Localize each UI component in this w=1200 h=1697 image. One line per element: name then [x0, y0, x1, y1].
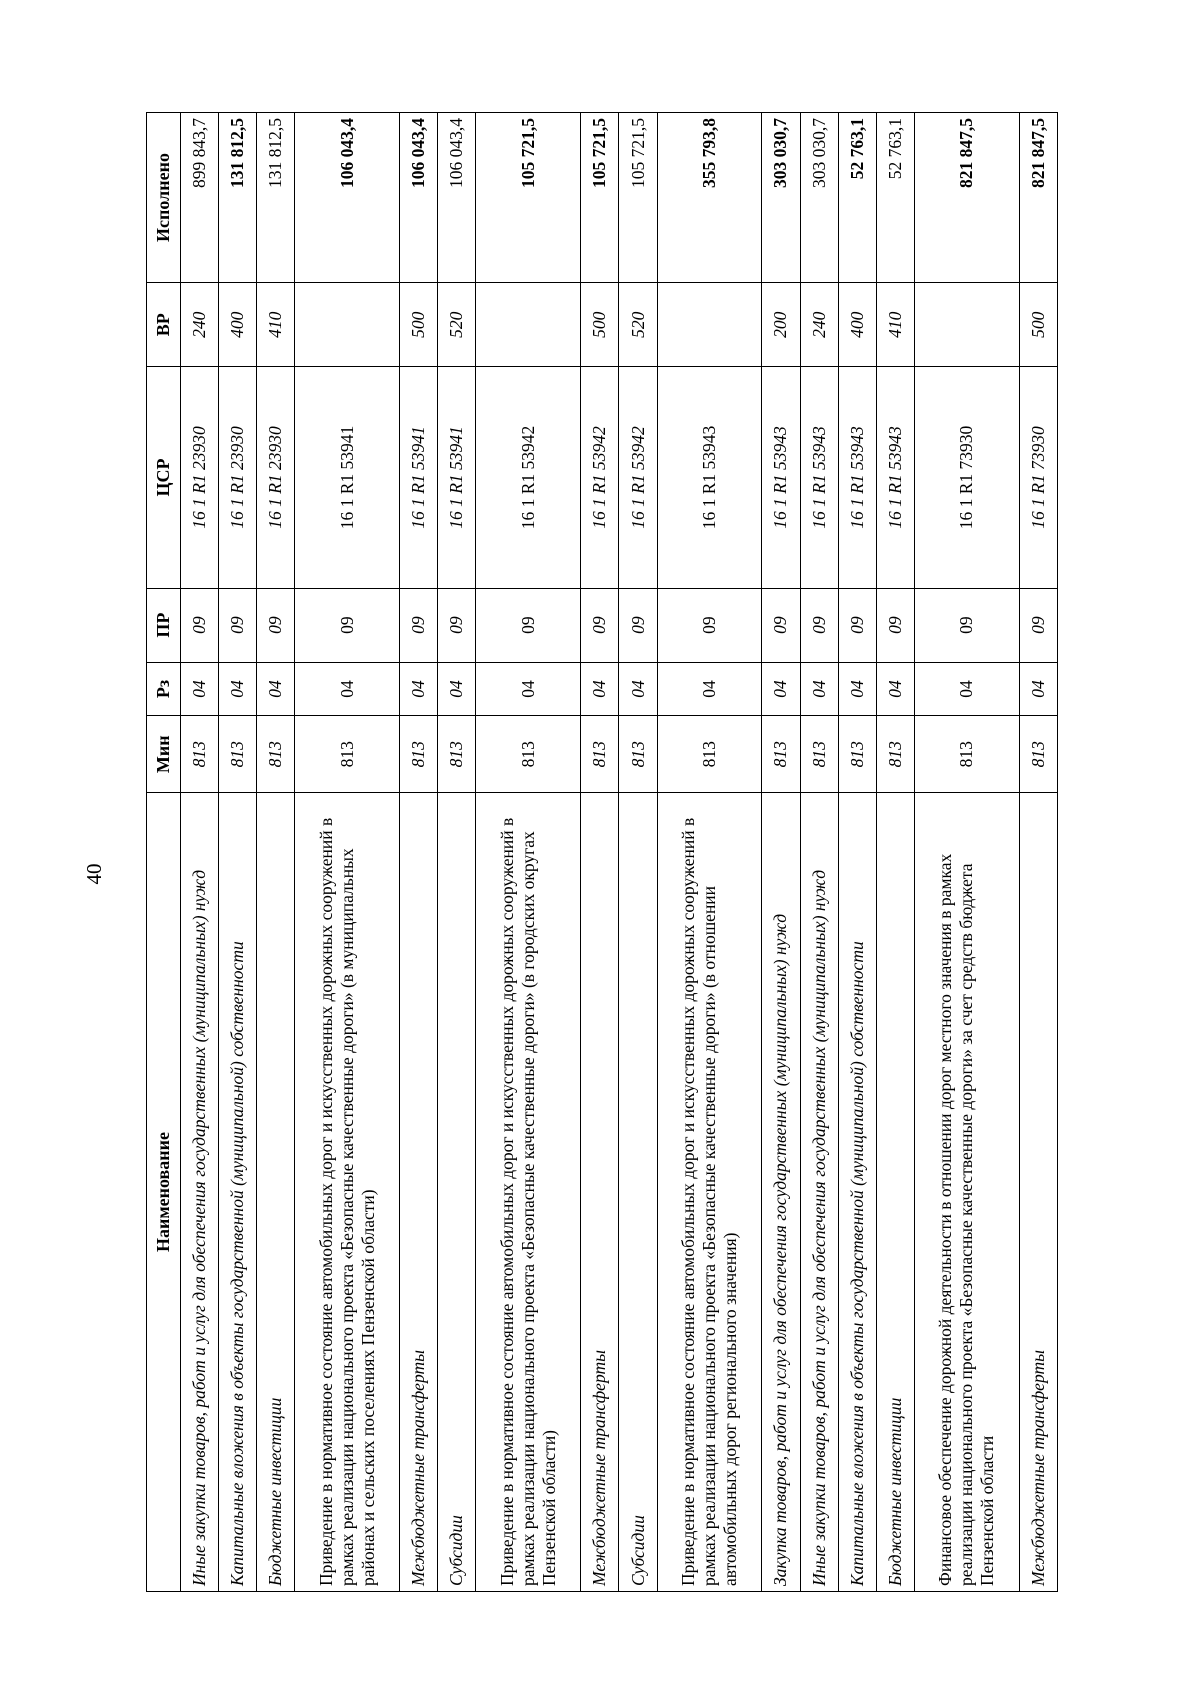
cell-vr: 410	[876, 283, 914, 367]
cell-csr: 16 1 R1 53943	[876, 367, 914, 588]
cell-name: Финансовое обеспечение дорожной деятельности в отношении дорог местного значения в рамках реализации национального проекта «Безопасные качественные дороги» за счет средств бюджета Пензенской области	[914, 793, 1019, 1592]
cell-rz: 04	[181, 662, 219, 716]
cell-csr: 16 1 R1 23930	[219, 367, 257, 588]
header-name: Наименование	[147, 793, 181, 1592]
cell-pr: 09	[838, 588, 876, 662]
cell-vr: 240	[800, 283, 838, 367]
cell-min: 813	[876, 716, 914, 793]
cell-amount: 899 843,7	[181, 113, 219, 283]
header-vr: ВР	[147, 283, 181, 367]
table-row	[876, 113, 914, 1592]
cell-name: Субсидии	[438, 793, 476, 1592]
cell-amount: 821 847,5	[1019, 113, 1057, 283]
cell-csr: 16 1 R1 23930	[181, 367, 219, 588]
cell-name: Бюджетные инвестиции	[876, 793, 914, 1592]
cell-rz: 04	[619, 662, 657, 716]
cell-pr: 09	[438, 588, 476, 662]
cell-pr: 09	[1019, 588, 1057, 662]
cell-name: Иные закупки товаров, работ и услуг для обеспечения государственных (муниципальных) нужд	[181, 793, 219, 1592]
cell-vr: 520	[619, 283, 657, 367]
table-row	[1019, 113, 1057, 1592]
cell-amount: 106 043,4	[400, 113, 438, 283]
cell-name: Закупка товаров, работ и услуг для обеспечения государственных (муниципальных) нужд	[762, 793, 800, 1592]
cell-min: 813	[800, 716, 838, 793]
cell-pr: 09	[657, 588, 762, 662]
cell-min: 813	[438, 716, 476, 793]
cell-min: 813	[619, 716, 657, 793]
cell-pr: 09	[876, 588, 914, 662]
cell-min: 813	[295, 716, 400, 793]
table-row	[619, 113, 657, 1592]
cell-vr: 520	[438, 283, 476, 367]
cell-amount: 131 812,5	[219, 113, 257, 283]
cell-rz: 04	[438, 662, 476, 716]
budget-execution-table	[146, 112, 1058, 1592]
cell-min: 813	[400, 716, 438, 793]
cell-min: 813	[762, 716, 800, 793]
cell-csr: 16 1 R1 53943	[657, 367, 762, 588]
cell-rz: 04	[1019, 662, 1057, 716]
header-min: Мин	[147, 716, 181, 793]
cell-rz: 04	[400, 662, 438, 716]
cell-name: Иные закупки товаров, работ и услуг для обеспечения государственных (муниципальных) нужд	[800, 793, 838, 1592]
cell-min: 813	[657, 716, 762, 793]
cell-vr	[476, 283, 581, 367]
table-row	[400, 113, 438, 1592]
cell-min: 813	[914, 716, 1019, 793]
table-row	[476, 113, 581, 1592]
cell-csr: 16 1 R1 73930	[1019, 367, 1057, 588]
cell-name: Капитальные вложения в объекты государственной (муниципальной) собственности	[219, 793, 257, 1592]
table-header-row	[147, 113, 181, 1592]
cell-rz: 04	[762, 662, 800, 716]
cell-amount: 131 812,5	[257, 113, 295, 283]
table-row	[657, 113, 762, 1592]
header-csr: ЦСР	[147, 367, 181, 588]
cell-name: Капитальные вложения в объекты государственной (муниципальной) собственности	[838, 793, 876, 1592]
cell-pr: 09	[400, 588, 438, 662]
cell-name: Приведение в нормативное состояние автомобильных дорог и искусственных дорожных сооружений в рамках реализации национального проекта «Безопасные качественные дороги» (в муниципальных районах и сельских поселениях Пензенской области)	[295, 793, 400, 1592]
cell-vr: 500	[581, 283, 619, 367]
cell-name: Приведение в нормативное состояние автомобильных дорог и искусственных дорожных сооружений в рамках реализации национального проекта «Безопасные качественные дороги» (в городских округах Пензенской области)	[476, 793, 581, 1592]
cell-amount: 105 721,5	[581, 113, 619, 283]
rotated-table-container	[146, 112, 1058, 1592]
cell-pr: 09	[219, 588, 257, 662]
cell-min: 813	[181, 716, 219, 793]
table-row	[181, 113, 219, 1592]
cell-vr	[657, 283, 762, 367]
cell-csr: 16 1 R1 53943	[800, 367, 838, 588]
table-row	[438, 113, 476, 1592]
cell-vr: 500	[400, 283, 438, 367]
cell-min: 813	[1019, 716, 1057, 793]
cell-name: Бюджетные инвестиции	[257, 793, 295, 1592]
header-rz: Рз	[147, 662, 181, 716]
cell-pr: 09	[914, 588, 1019, 662]
table-row	[762, 113, 800, 1592]
table-row	[219, 113, 257, 1592]
table-row	[295, 113, 400, 1592]
cell-min: 813	[257, 716, 295, 793]
cell-amount: 105 721,5	[476, 113, 581, 283]
cell-name: Межбюджетные трансферты	[400, 793, 438, 1592]
cell-rz: 04	[295, 662, 400, 716]
cell-amount: 821 847,5	[914, 113, 1019, 283]
table-row	[838, 113, 876, 1592]
cell-amount: 105 721,5	[619, 113, 657, 283]
cell-amount: 106 043,4	[295, 113, 400, 283]
cell-amount: 303 030,7	[762, 113, 800, 283]
cell-amount: 355 793,8	[657, 113, 762, 283]
page-number: 40	[82, 863, 106, 885]
cell-rz: 04	[657, 662, 762, 716]
cell-csr: 16 1 R1 53943	[762, 367, 800, 588]
cell-vr: 500	[1019, 283, 1057, 367]
cell-min: 813	[219, 716, 257, 793]
table-row	[914, 113, 1019, 1592]
cell-rz: 04	[581, 662, 619, 716]
cell-rz: 04	[476, 662, 581, 716]
cell-pr: 09	[295, 588, 400, 662]
cell-name: Межбюджетные трансферты	[581, 793, 619, 1592]
cell-name: Межбюджетные трансферты	[1019, 793, 1057, 1592]
cell-vr: 400	[838, 283, 876, 367]
cell-pr: 09	[181, 588, 219, 662]
cell-vr: 200	[762, 283, 800, 367]
cell-csr: 16 1 R1 53942	[476, 367, 581, 588]
cell-csr: 16 1 R1 53941	[438, 367, 476, 588]
cell-pr: 09	[257, 588, 295, 662]
cell-csr: 16 1 R1 53941	[295, 367, 400, 588]
header-amount: Исполнено	[147, 113, 181, 283]
cell-pr: 09	[581, 588, 619, 662]
cell-pr: 09	[476, 588, 581, 662]
header-pr: ПР	[147, 588, 181, 662]
cell-csr: 16 1 R1 53941	[400, 367, 438, 588]
cell-amount: 106 043,4	[438, 113, 476, 283]
cell-min: 813	[581, 716, 619, 793]
cell-name: Приведение в нормативное состояние автомобильных дорог и искусственных дорожных сооружений в рамках реализации национального проекта «Безопасные качественные дороги» (в отношении автомобильных дорог регионального значения)	[657, 793, 762, 1592]
cell-pr: 09	[762, 588, 800, 662]
cell-vr	[914, 283, 1019, 367]
cell-rz: 04	[257, 662, 295, 716]
cell-amount: 52 763,1	[876, 113, 914, 283]
cell-vr	[295, 283, 400, 367]
table-row	[800, 113, 838, 1592]
cell-vr: 240	[181, 283, 219, 367]
table-row	[581, 113, 619, 1592]
cell-rz: 04	[914, 662, 1019, 716]
cell-csr: 16 1 R1 23930	[257, 367, 295, 588]
cell-csr: 16 1 R1 73930	[914, 367, 1019, 588]
cell-csr: 16 1 R1 53942	[619, 367, 657, 588]
cell-min: 813	[838, 716, 876, 793]
cell-csr: 16 1 R1 53943	[838, 367, 876, 588]
cell-pr: 09	[619, 588, 657, 662]
cell-amount: 303 030,7	[800, 113, 838, 283]
cell-rz: 04	[219, 662, 257, 716]
cell-rz: 04	[838, 662, 876, 716]
cell-amount: 52 763,1	[838, 113, 876, 283]
cell-vr: 400	[219, 283, 257, 367]
cell-csr: 16 1 R1 53942	[581, 367, 619, 588]
cell-name: Субсидии	[619, 793, 657, 1592]
table-row	[257, 113, 295, 1592]
cell-rz: 04	[876, 662, 914, 716]
cell-pr: 09	[800, 588, 838, 662]
cell-rz: 04	[800, 662, 838, 716]
cell-min: 813	[476, 716, 581, 793]
cell-vr: 410	[257, 283, 295, 367]
